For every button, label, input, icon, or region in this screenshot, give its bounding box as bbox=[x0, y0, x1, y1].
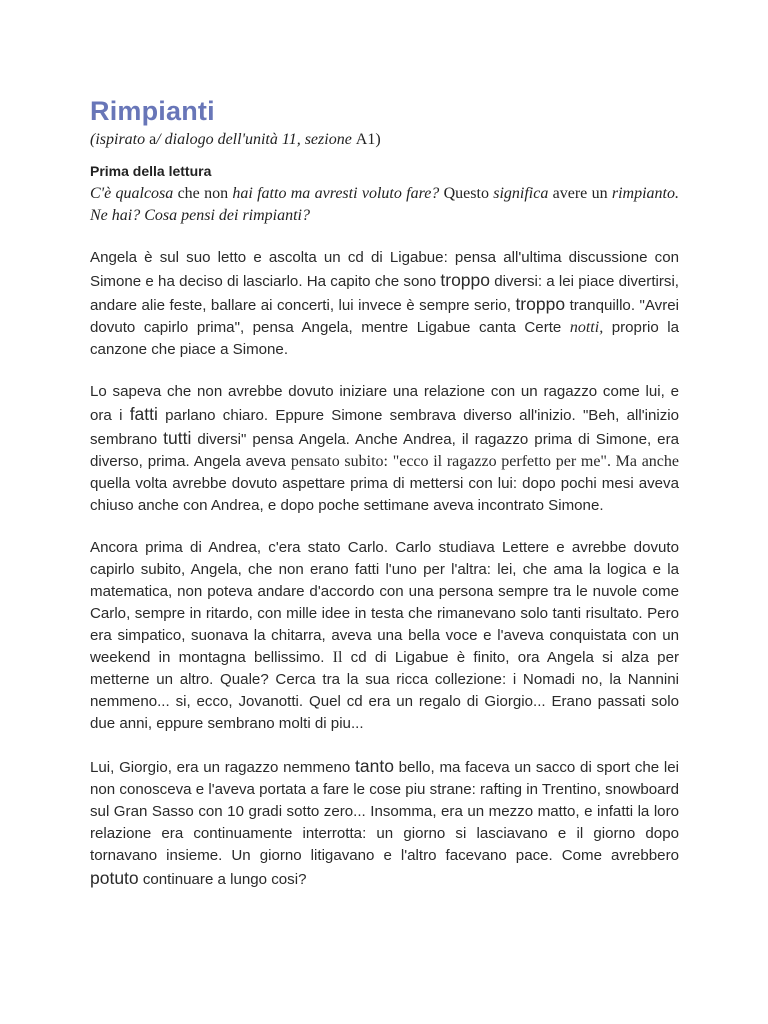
p3-b: Il bbox=[332, 649, 343, 666]
p2-e: diversi" pensa Angela. Anche Andrea, il ragazzo prima di Simone, era diverso, prima. Angela aveva bbox=[90, 431, 680, 470]
intro-s2: che non bbox=[173, 185, 233, 202]
p3-c: cd di Ligabue è finito, ora Angela si alza per metterne un altro. Quale? Cerca tra la sua ricca collezione: i Nomadi no, la Nannini nemmeno... si, ecco, Jovanotti. Quel cd era un regalo di Giorgio... Erano passati solo due anni, eppure sembrano molti di piu... bbox=[90, 649, 679, 732]
p1-d: troppo bbox=[515, 294, 566, 314]
paragraph-1 bbox=[90, 247, 679, 361]
section-heading: Prima della lettura bbox=[90, 163, 212, 179]
p1-a: Angela è sul suo letto e ascolta un cd di Ligabue: pensa all'ultima discussione con Simone e ha deciso di lasciarlo. Ha capito che sono bbox=[90, 249, 679, 290]
intro-s5: significa bbox=[493, 185, 549, 202]
intro-question bbox=[90, 183, 679, 227]
p2-c: parlano chiaro. Eppure Simone sembrava diverso all'inizio. "Beh, all'inizio sembrano bbox=[90, 407, 679, 448]
intro-s4: Questo bbox=[439, 185, 494, 202]
p4-a: Lui, Giorgio, era un ragazzo nemmeno bbox=[90, 759, 355, 776]
p1-f: notti, bbox=[569, 319, 604, 336]
subtitle-a: a bbox=[149, 131, 157, 148]
p2-b: fatti bbox=[129, 404, 158, 424]
subtitle bbox=[90, 131, 679, 149]
p1-b: troppo bbox=[440, 270, 490, 290]
paragraph-2 bbox=[90, 381, 679, 517]
p2-a: Lo sapeva che non avrebbe dovuto iniziare una relazione con un ragazzo come lui, e ora i bbox=[90, 383, 679, 424]
p2-d: tutti bbox=[163, 428, 192, 448]
paragraph-3 bbox=[90, 537, 679, 735]
p1-e: tranquillo. "Avrei dovuto capirlo prima", pensa Angela, mentre Ligabue canta Certe bbox=[90, 297, 679, 336]
subtitle-pre: (ispirato bbox=[90, 131, 150, 148]
intro-s6: avere un bbox=[548, 185, 612, 202]
p2-f: pensato subito: "ecco il ragazzo perfetto per me". Ma anche bbox=[290, 453, 679, 470]
p1-c: diversi: a lei piace divertirsi, andare alie feste, ballare ai concerti, lui invece è sempre serio, bbox=[90, 273, 679, 314]
p4-d: potuto bbox=[90, 868, 139, 888]
intro-s7: rimpianto. Ne hai? Cosa pensi dei rimpianti? bbox=[90, 185, 679, 224]
p2-g: quella volta avrebbe dovuto aspettare prima di mettersi con lui: dopo pochi mesi aveva chiuso anche con Andrea, e dopo poche settimane aveva incontrato Simone. bbox=[90, 475, 679, 514]
subtitle-mid: / dialogo dell'unità 11, sezione bbox=[156, 131, 356, 148]
intro-s3: hai fatto ma avresti voluto fare? bbox=[232, 185, 440, 202]
p4-c: bello, ma faceva un sacco di sport che lei non conosceva e l'aveva portata a fare le cose piu strane: rafting in Trentino, snowboard sul Gran Sasso con 10 gradi sotto zero... Insomma, era un mezzo matto, e infatti la loro relazione era continuamente interrotta: un giorno si lasciavano e il giorno dopo tornavano insieme. Un giorno litigavano e l'altro facevano pace. Come avrebbero bbox=[90, 759, 679, 864]
paragraph-4 bbox=[90, 755, 679, 891]
p3-a: Ancora prima di Andrea, c'era stato Carlo. Carlo studiava Lettere e avrebbe dovuto capirlo subito, Angela, che non erano fatti l'uno per l'altra: lei, che ama la logica e la matematica, non poteva andare d'accordo con una persona sempre tra le nuvole come Carlo, sempre in ritardo, con mille idee in testa che rimanevano solo tanti risultato. Pero era simpatico, suonava la chitarra, aveva una bella voce e l'aveva conquistata con un weekend in montagna bellissimo. bbox=[90, 539, 679, 666]
document-page bbox=[90, 96, 679, 911]
subtitle-code: A1) bbox=[355, 131, 381, 148]
page-title: Rimpianti bbox=[90, 96, 215, 126]
p4-b: tanto bbox=[355, 756, 394, 776]
intro-s1: C'è qualcosa bbox=[90, 185, 174, 202]
p1-g: proprio la canzone che piace a Simone. bbox=[90, 319, 679, 358]
p4-e: continuare a lungo cosi? bbox=[138, 871, 307, 888]
